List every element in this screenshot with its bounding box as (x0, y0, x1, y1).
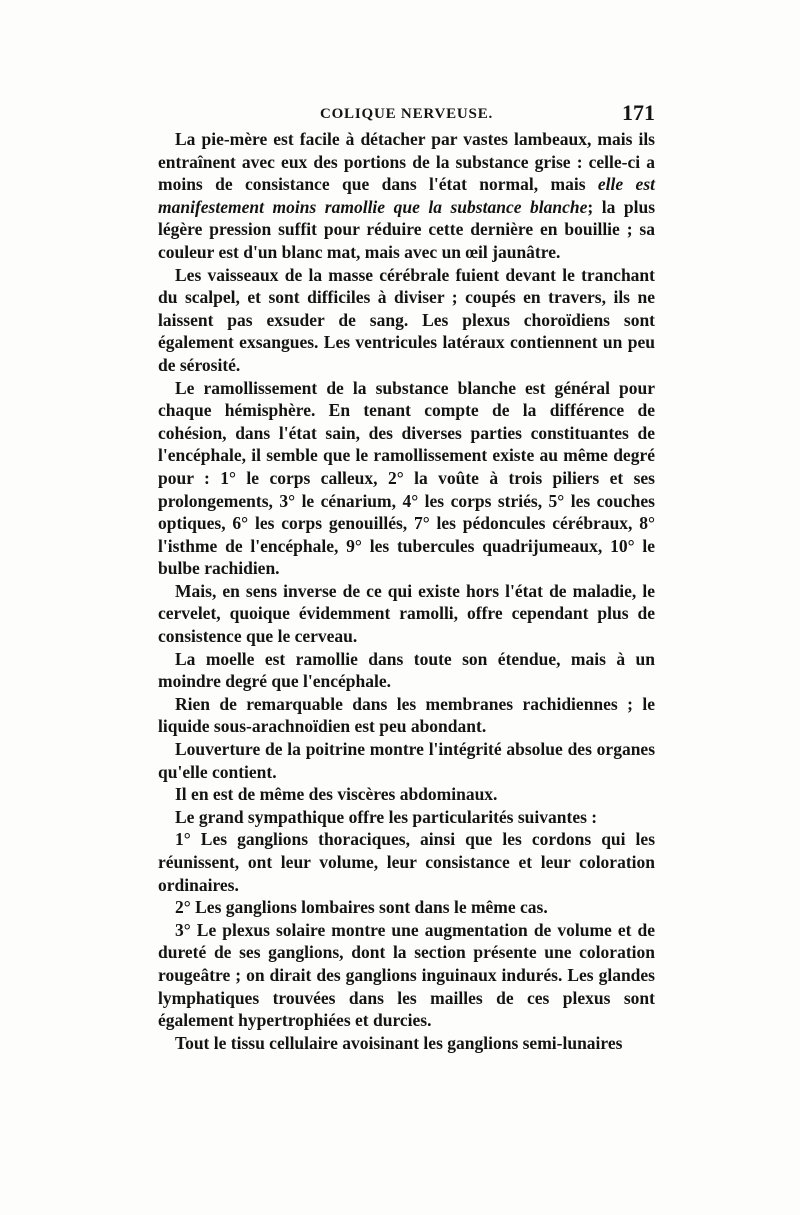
paragraph: 2° Les ganglions lombaires sont dans le même cas. (175, 897, 548, 918)
page-header (158, 100, 655, 128)
paragraph: Mais, en sens inverse de ce qui existe hors l'état de maladie, le cervelet, quoique évidemment ramolli, offre cependant plus de consistence que le cerveau. (158, 580, 655, 647)
paragraph: Tout le tissu cellulaire avoisinant les ganglions semi-lunaires (175, 1032, 623, 1053)
body-text (158, 128, 655, 1054)
paragraph: Louverture de la poitrine montre l'intégrité absolue des organes qu'elle contient. (158, 739, 655, 782)
paragraph: Il en est de même des viscères abdominaux. (175, 784, 498, 805)
paragraph: Le grand sympathique offre les particularités suivantes : (175, 806, 598, 827)
paragraph: Rien de remarquable dans les membranes rachidiennes ; le liquide sous-arachnoïdien est peu abondant. (158, 693, 655, 737)
paragraph: Le ramollissement de la substance blanche est général pour chaque hémisphère. En tenant compte de la différence de cohésion, dans l'état sain, des diverses parties constituantes de l'encéphale, il semble que le ramollissement existe au même degré pour : 1° le corps calleux, 2° la voûte à trois piliers et ses prolongements, 3° le cénarium, 4° les corps striés, 5° les couches optiques, 6° les corps genouillés, 7° les pédoncules cérébraux, 8° l'isthme de l'encéphale, 9° les tubercules quadrijumeaux, 10° le bulbe rachidien. (158, 377, 655, 579)
paragraph-text: La pie-mère est facile à détacher par vastes lambeaux, mais ils entraînent avec eux des portions de la substance grise : celle-ci a moins de consistance que dans l'état normal, mais (158, 129, 655, 195)
page-number: 171 (622, 100, 655, 125)
paragraph: La moelle est ramollie dans toute son étendue, mais à un moindre degré que l'encéphale. (158, 648, 655, 692)
paragraph-text: ; la plus légère pression suffit pour réduire cette dernière en bouillie ; sa couleur est d'un blanc mat, mais avec un œil jaunâtre. (158, 196, 656, 262)
paragraph: Les vaisseaux de la masse cérébrale fuient devant le tranchant du scalpel, et sont difficiles à diviser ; coupés en travers, ils ne laissent pas exsuder de sang. Les plexus choroïdiens sont également exsangues. Les ventricules latéraux contiennent un peu de sérosité. (158, 264, 655, 375)
running-title: COLIQUE NERVEUSE. (319, 106, 494, 122)
paragraph (158, 128, 655, 264)
italic-emphasis: elle est manifestement moins ramollie que la substance blanche (158, 174, 655, 217)
paragraph: 1° Les ganglions thoraciques, ainsi que les cordons qui les réunissent, ont leur volume, leur consistance et leur coloration ordinaires. (158, 829, 655, 895)
paragraph: 3° Le plexus solaire montre une augmentation de volume et de dureté de ses ganglions, dont la section présente une coloration rougeâtre ; on dirait des ganglions inguinaux indurés. Les glandes lymphatiques trouvées dans les mailles de ces plexus sont également hypertrophiées et durcies. (158, 919, 655, 1031)
